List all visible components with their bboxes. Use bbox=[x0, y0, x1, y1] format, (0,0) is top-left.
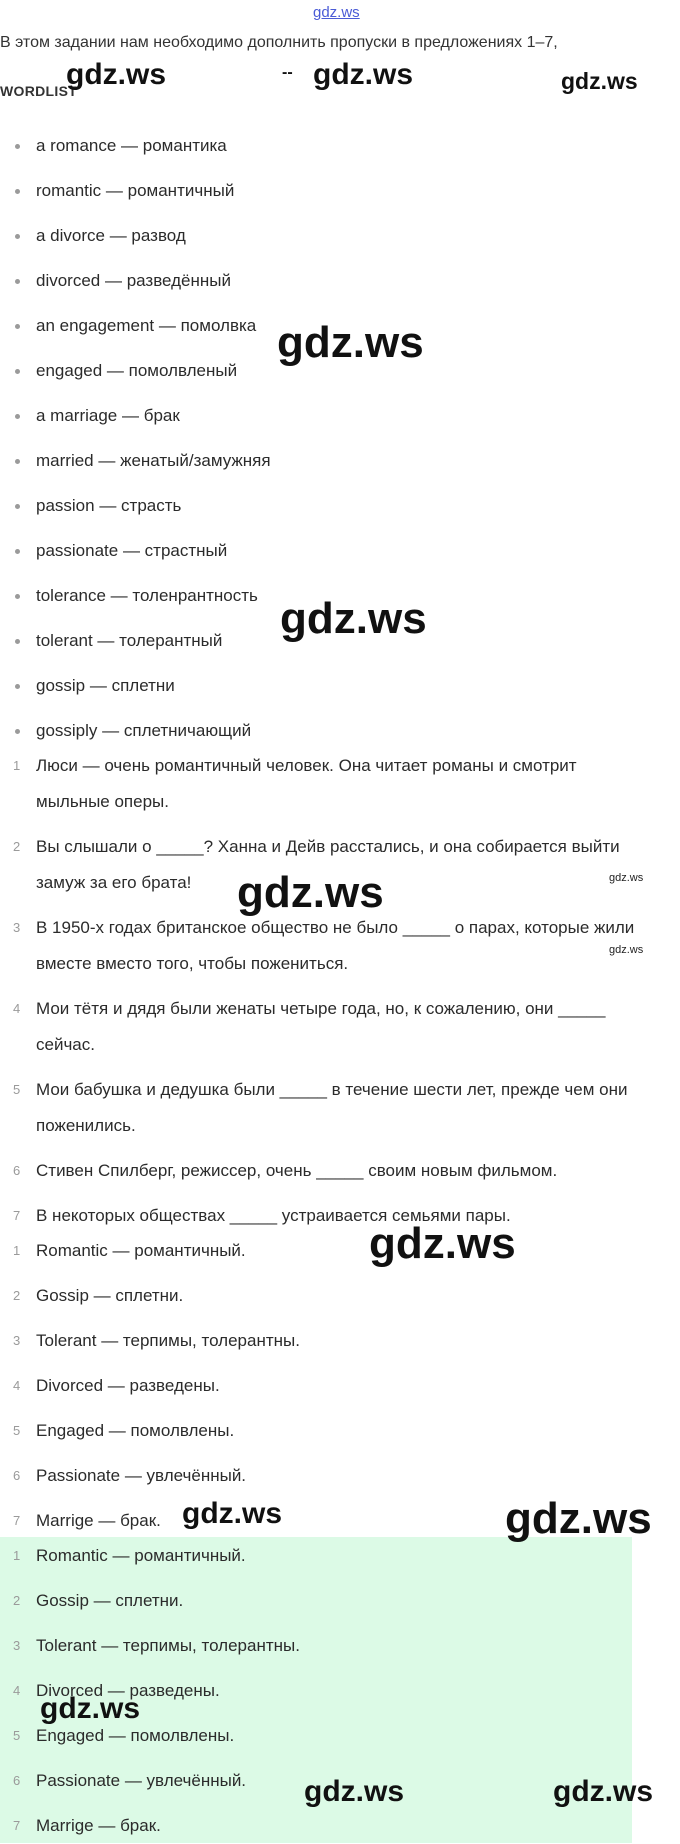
watermark: gdz.ws bbox=[237, 868, 384, 917]
bullet-icon bbox=[15, 504, 20, 509]
watermark: gdz.ws bbox=[40, 1692, 141, 1725]
intro-text: В этом задании нам необходимо дополнить пропуски в предложениях 1–7, bbox=[0, 34, 558, 51]
watermark: gdz.ws bbox=[505, 1494, 652, 1543]
watermark: gdz.ws bbox=[304, 1775, 405, 1808]
watermark: gdz.ws bbox=[313, 58, 414, 91]
bullet-icon bbox=[15, 639, 20, 644]
bullet-icon bbox=[15, 189, 20, 194]
bullet-icon bbox=[15, 729, 20, 734]
watermark: gdz.ws bbox=[369, 1219, 516, 1268]
bullet-icon bbox=[15, 414, 20, 419]
watermark: gdz.ws bbox=[609, 944, 644, 956]
bullet-icon bbox=[15, 324, 20, 329]
bullet-icon bbox=[15, 684, 20, 689]
watermark: gdz.ws bbox=[280, 594, 427, 643]
bullet-icon bbox=[15, 234, 20, 239]
bullet-icon bbox=[15, 279, 20, 284]
watermark: gdz.ws bbox=[553, 1775, 654, 1808]
bullet-icon bbox=[15, 594, 20, 599]
watermark: gdz.ws bbox=[182, 1497, 283, 1530]
watermark: gdz.ws bbox=[561, 68, 638, 94]
bullet-icon bbox=[15, 369, 20, 374]
bullet-icon bbox=[15, 549, 20, 554]
bullet-icon bbox=[15, 459, 20, 464]
watermark: gdz.ws bbox=[66, 58, 167, 91]
site-link[interactable]: gdz.ws bbox=[313, 4, 360, 21]
watermark-dash: -- bbox=[282, 64, 293, 81]
watermark: gdz.ws bbox=[609, 872, 644, 884]
wordlist-heading: WORDLIST bbox=[0, 83, 78, 99]
bullet-icon bbox=[15, 144, 20, 149]
watermark: gdz.ws bbox=[277, 318, 424, 367]
